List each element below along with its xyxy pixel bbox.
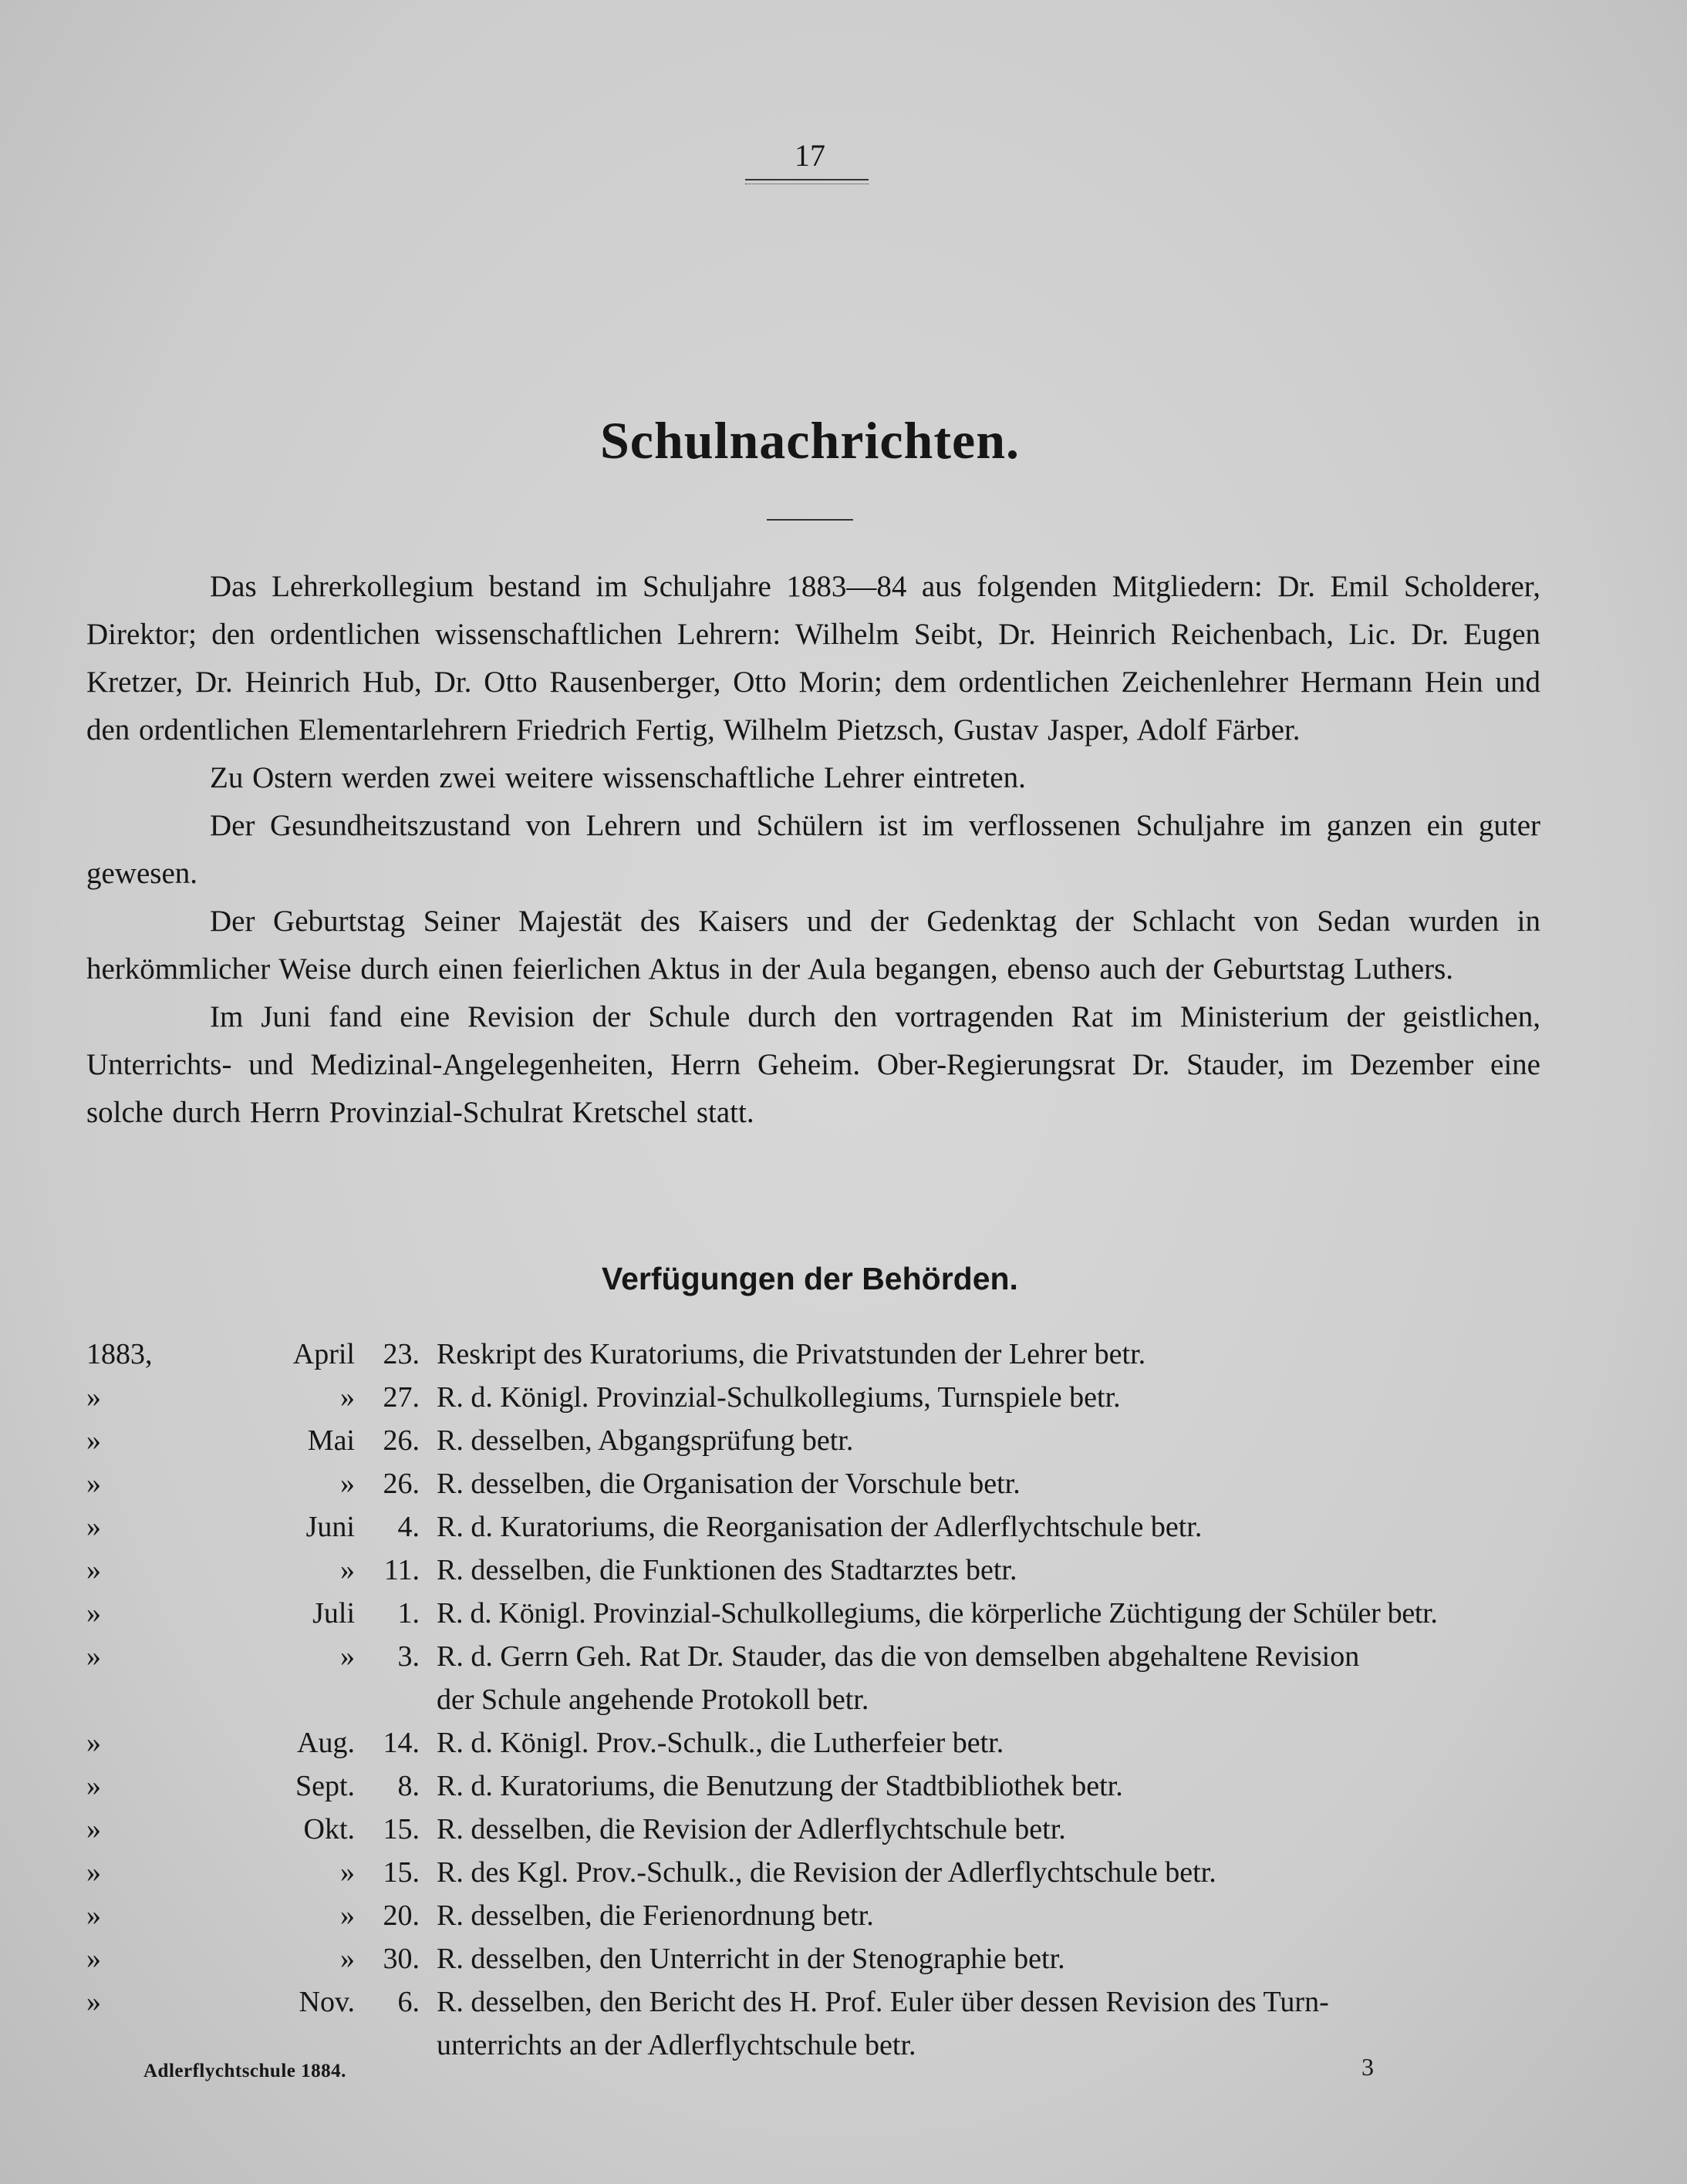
decree-year: » [86,1770,101,1802]
decree-day: 23. [383,1338,420,1370]
decree-month: Juni [305,1511,355,1543]
decree-year: 1883, [86,1338,153,1370]
decree-day: 6. [397,1986,420,2018]
decree-month: » [340,1381,355,1414]
decree-text [420,1894,1548,1937]
page-number-rule [745,179,869,184]
page-title: Schulnachrichten. [599,411,1021,470]
decree-row [86,1462,1548,1505]
decree-row [86,1894,1548,1937]
decree-day: 15. [383,1813,420,1845]
decree-row [86,1764,1548,1808]
decree-row [86,1419,1548,1462]
decree-row [86,1505,1548,1549]
decree-text [420,1419,1548,1462]
decree-month: Aug. [297,1727,355,1759]
decree-day: 26. [383,1424,420,1457]
paragraph-revision: Im Juni fand eine Revision der Schule durch den vortragenden Rat im Ministerium der geistlichen, Unterrichts- und Medizinal-Angelegenheiten, Herrn Geheim. Ober-Regierungsrat Dr. Stauder, im Dezember eine solche durch Herrn Provinzial-Schulrat Kretschel statt. [86,1000,1540,1129]
decree-text-line: R. desselben, die Revision der Adlerflychtschule betr. [437,1813,1066,1845]
decree-year: » [86,1597,101,1630]
decree-text [420,1937,1548,1980]
decree-month: Nov. [299,1986,355,2018]
decree-day: 1. [397,1597,420,1630]
body-text [86,563,1540,1137]
paragraph-celebrations: Der Geburtstag Seiner Majestät des Kaisers und der Gedenktag der Schlacht von Sedan wurden in herkömmlicher Weise durch einen feierlichen Aktus in der Aula begangen, ebenso auch der Geburtstag Luthers. [86,905,1540,986]
decree-text-line: R. des Kgl. Prov.-Schulk., die Revision der Adlerflychtschule betr. [437,1856,1216,1889]
decree-month: Mai [307,1424,355,1457]
decree-text-line: R. desselben, den Unterricht in der Stenographie betr. [437,1943,1065,1975]
decree-year: » [86,1511,101,1543]
decree-year: » [86,1813,101,1845]
decree-month: » [340,1554,355,1586]
decree-month: Sept. [295,1770,355,1802]
decree-row [86,1635,1548,1721]
decree-text-continuation: unterrichts an der Adlerflychtschule betr. [437,2029,916,2061]
decree-text-line: R. d. Kuratoriums, die Benutzung der Stadtbibliothek betr. [437,1770,1123,1802]
decree-row [86,1592,1548,1635]
decree-row [86,1808,1548,1851]
decree-text-line: R. d. Königl. Prov.-Schulk., die Lutherfeier betr. [437,1727,1004,1759]
footer-signature: Adlerflychtschule 1884. [143,2061,346,2081]
decree-text-line: R. desselben, die Funktionen des Stadtarztes betr. [437,1554,1017,1586]
decree-month: » [340,1943,355,1975]
decree-day: 8. [397,1770,420,1802]
decree-text [420,1808,1548,1851]
decree-row [86,1937,1548,1980]
decree-day: 14. [383,1727,420,1759]
decree-row [86,1376,1548,1419]
decree-text [420,1333,1548,1376]
decree-row [86,1721,1548,1764]
decree-list [86,1333,1548,2067]
decree-text-line: Reskript des Kuratoriums, die Privatstunden der Lehrer betr. [437,1338,1146,1370]
decree-text [420,1376,1548,1419]
decree-day: 20. [383,1899,420,1932]
decree-text [420,1851,1548,1894]
decree-text-continuation: der Schule angehende Protokoll betr. [437,1684,869,1716]
decree-text [420,1721,1548,1764]
decree-text-line: R. desselben, die Ferienordnung betr. [437,1899,874,1932]
decree-year: » [86,1381,101,1414]
decree-year: » [86,1424,101,1457]
decree-year: » [86,1727,101,1759]
decree-month: Okt. [303,1813,355,1845]
decree-text-line: R. desselben, die Organisation der Vorschule betr. [437,1468,1021,1500]
decree-year: » [86,1468,101,1500]
title-divider [767,519,853,521]
decree-text [420,1462,1548,1505]
decree-text [420,1980,1548,2067]
decree-month: » [340,1640,355,1673]
decree-year: » [86,1943,101,1975]
decree-month: » [340,1899,355,1932]
decree-text [420,1549,1548,1592]
decree-year: » [86,1856,101,1889]
decree-day: 27. [383,1381,420,1414]
decree-day: 26. [383,1468,420,1500]
paragraph-health: Der Gesundheitszustand von Lehrern und Schülern ist im verflossenen Schuljahre im ganzen ein guter gewesen. [86,809,1540,890]
decree-day: 30. [383,1943,420,1975]
decree-text [420,1592,1548,1635]
paragraph-faculty: Das Lehrerkollegium bestand im Schuljahre 1883—84 aus folgenden Mitgliedern: Dr. Emil Scholderer, Direktor; den ordentlichen wissenschaftlichen Lehrern: Wilhelm Seibt, Dr. Heinrich Reichenbach, Lic. Dr. Eugen Kretzer, Dr. Heinrich Hub, Dr. Otto Rausenberger, Otto Morin; dem ordentlichen Zeichenlehrer Hermann Hein und den ordentlichen Elementarlehrern Friedrich Fertig, Wilhelm Pietzsch, Gustav Jasper, Adolf Färber. [86,570,1540,747]
decree-text [420,1764,1548,1808]
decree-row [86,1980,1548,2067]
decree-text [420,1635,1548,1721]
decree-month: » [340,1856,355,1889]
decree-text-line: R. d. Königl. Provinzial-Schulkollegiums, die körperliche Züchtigung der Schüler betr. [437,1597,1438,1630]
sheet-number: 3 [1361,2053,1374,2081]
decree-text [420,1505,1548,1549]
decree-day: 11. [383,1554,420,1586]
decree-year: » [86,1899,101,1932]
section-title: Verfügungen der Behörden. [602,1261,1018,1296]
paragraph-new-teachers: Zu Ostern werden zwei weitere wissenschaftliche Lehrer eintreten. [210,761,1026,794]
decree-text-line: R. desselben, Abgangsprüfung betr. [437,1424,854,1457]
decree-month: April [292,1338,355,1370]
decree-row [86,1851,1548,1894]
decree-year: » [86,1640,101,1673]
decree-day: 15. [383,1856,420,1889]
decree-text-line: R. d. Gerrn Geh. Rat Dr. Stauder, das die von demselben abgehaltene Revision [437,1640,1360,1673]
page-number: 17 [795,138,825,173]
decree-text-line: R. d. Kuratoriums, die Reorganisation der Adlerflychtschule betr. [437,1511,1203,1543]
decree-year: » [86,1554,101,1586]
decree-text-line: R. d. Königl. Provinzial-Schulkollegiums, Turnspiele betr. [437,1381,1121,1414]
decree-day: 3. [397,1640,420,1673]
decree-month: Juli [312,1597,355,1630]
decree-row [86,1333,1548,1376]
decree-row [86,1549,1548,1592]
decree-day: 4. [397,1511,420,1543]
decree-text-line: R. desselben, den Bericht des H. Prof. Euler über dessen Revision des Turn- [437,1986,1329,2018]
decree-month: » [340,1468,355,1500]
decree-year: » [86,1986,101,2018]
